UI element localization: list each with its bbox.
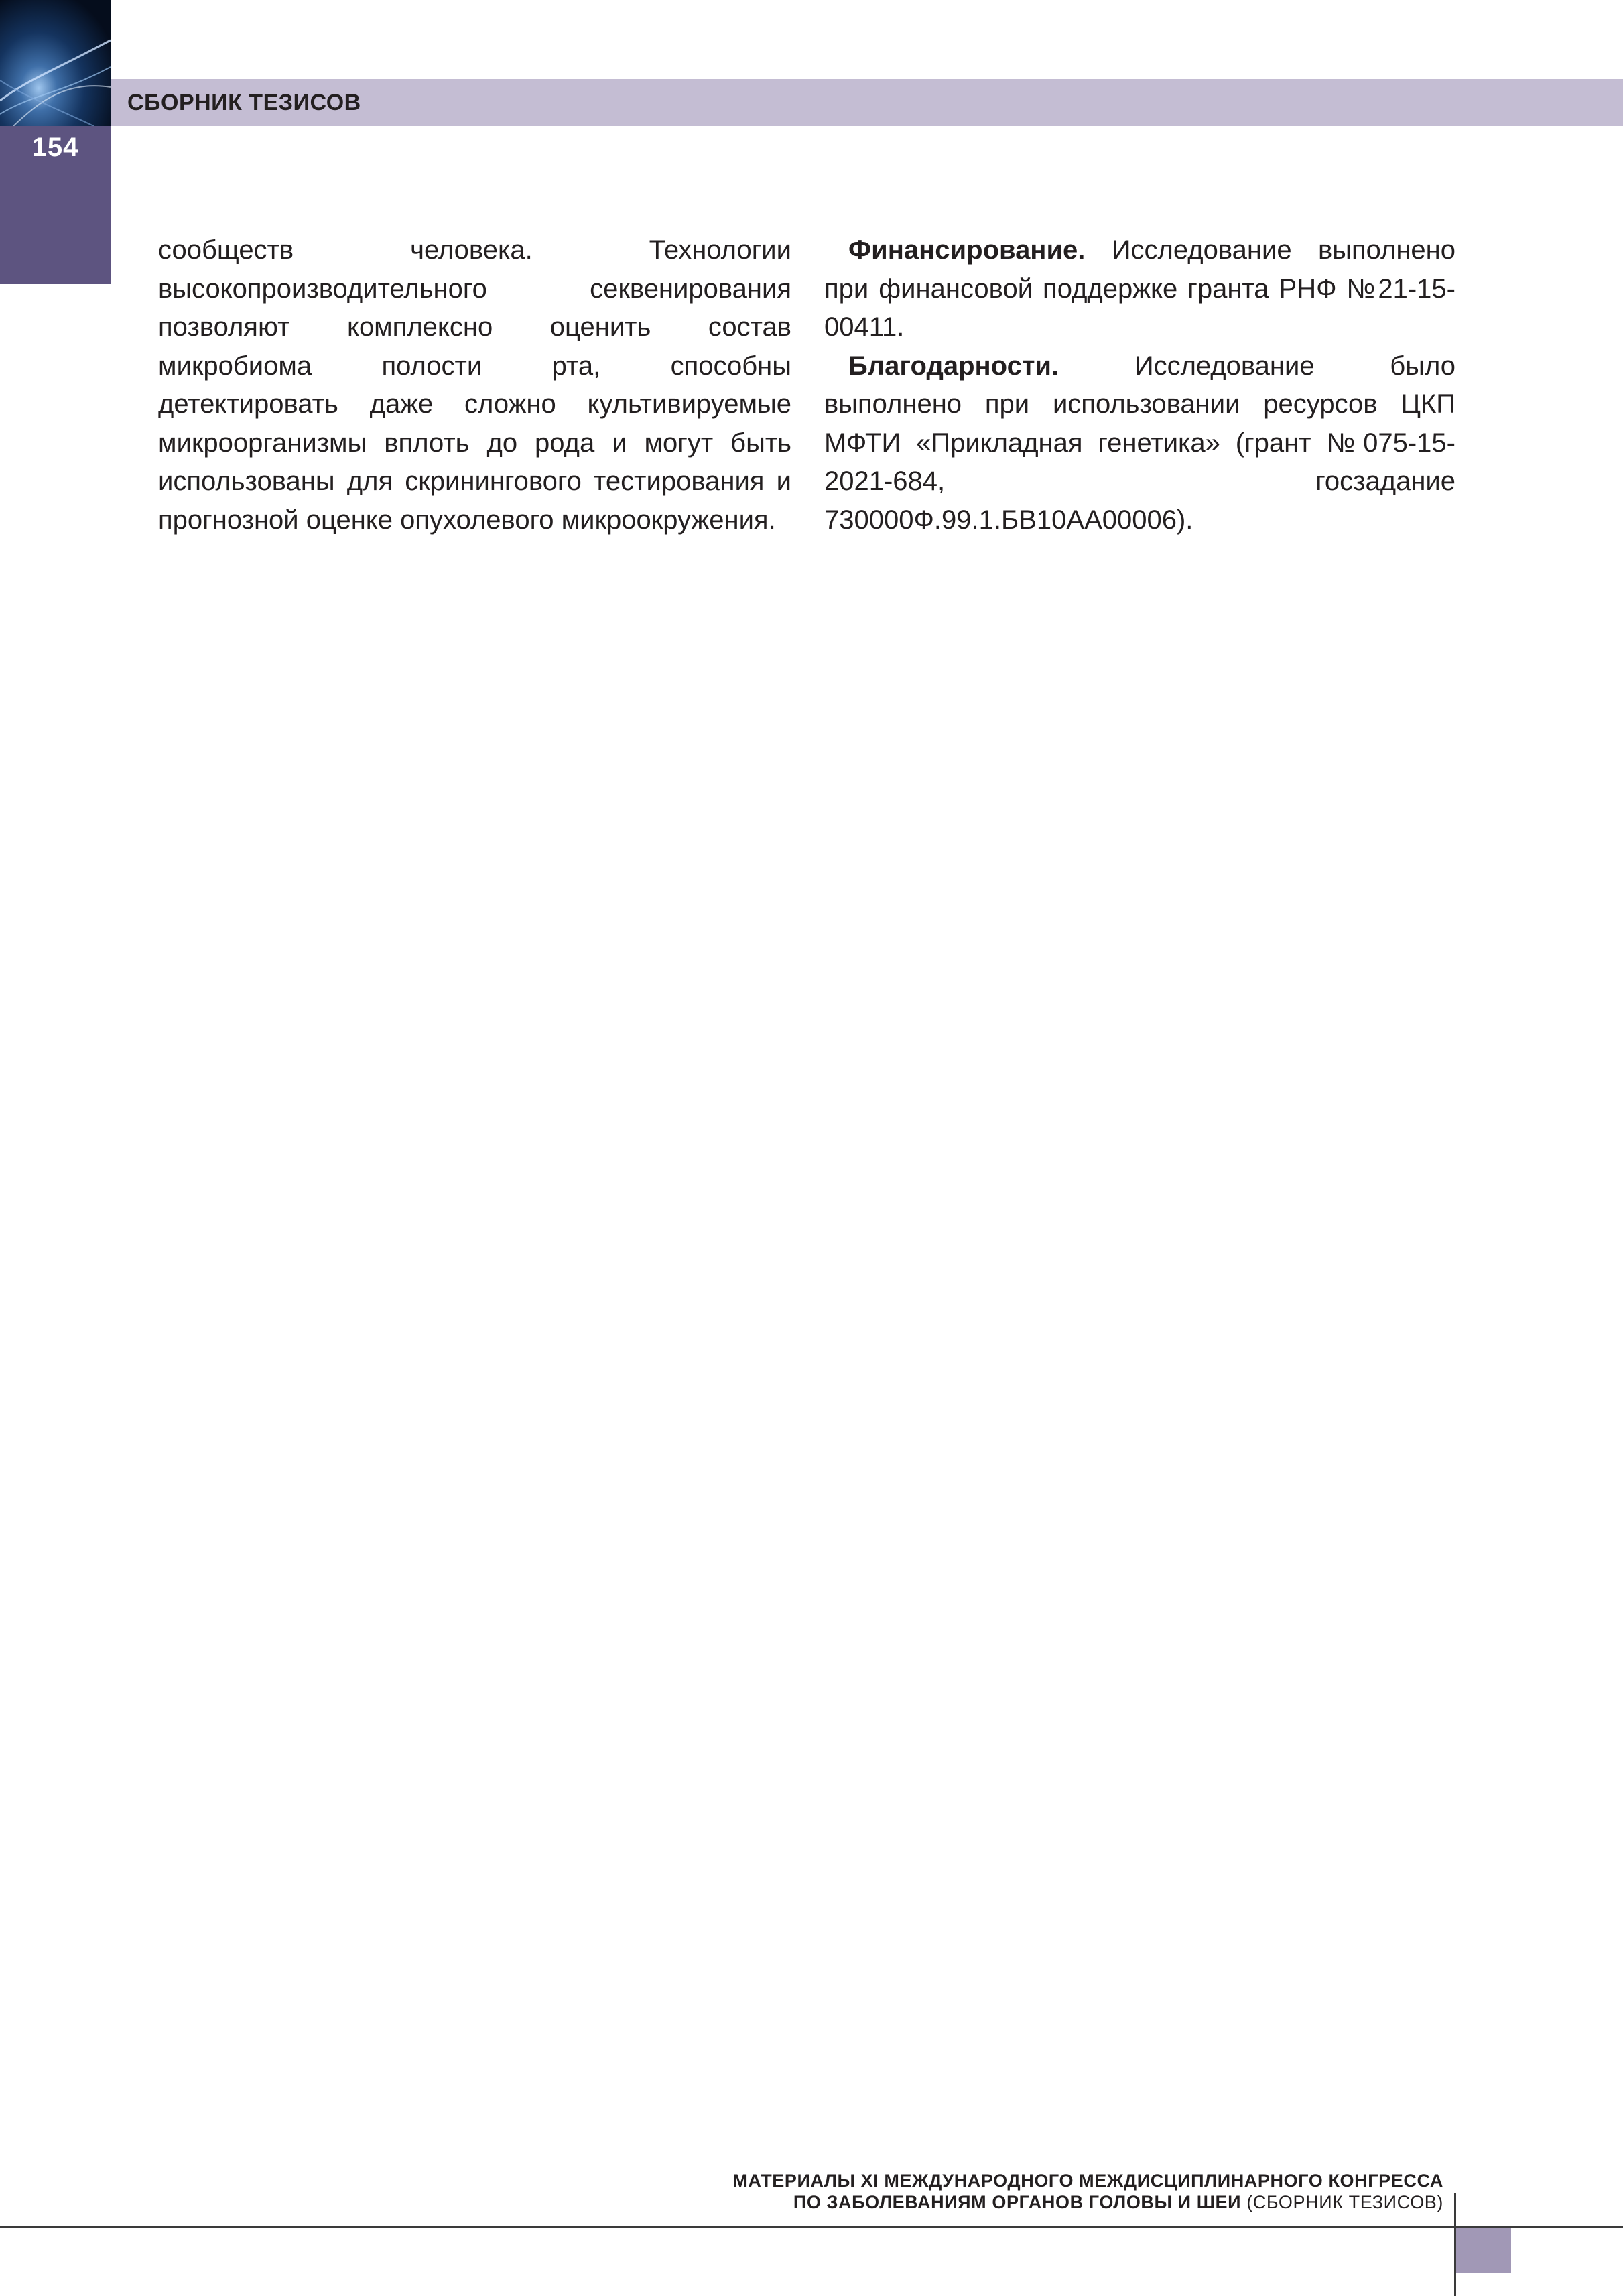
left-column — [158, 231, 791, 539]
acknowledgements-text: Исследование было выполнено при использовании ресурсов ЦКП МФТИ «Прикладная генетика» (грант №075-15-2021-684, госзадание 730000Ф.99.1.БВ10АА00006). — [824, 350, 1455, 535]
corner-decorative-image — [0, 0, 111, 126]
footer-line-2 — [732, 2191, 1443, 2213]
footer-line-2-bold: ПО ЗАБОЛЕВАНИЯМ ОРГАНОВ ГОЛОВЫ И ШЕИ — [793, 2192, 1242, 2212]
footer-square — [1456, 2228, 1511, 2273]
right-column — [824, 231, 1455, 539]
footer-caption — [732, 2170, 1443, 2213]
footer-line-1: МАТЕРИАЛЫ XI МЕЖДУНАРОДНОГО МЕЖДИСЦИПЛИНАРНОГО КОНГРЕССА — [732, 2171, 1443, 2191]
funding-lead: Финансирование. — [848, 235, 1086, 265]
section-title: СБОРНИК ТЕЗИСОВ — [127, 90, 361, 115]
footer-line-2-normal: (СБОРНИК ТЕЗИСОВ) — [1241, 2192, 1443, 2212]
funding-text: Исследование выполнено при финансовой поддержке гранта РНФ №21-15-00411. — [824, 235, 1455, 342]
acknowledgements-paragraph — [824, 347, 1455, 540]
footer-rule — [0, 2226, 1623, 2228]
acknowledgements-lead: Благодарности. — [848, 350, 1059, 381]
page-number: 154 — [31, 133, 79, 162]
left-paragraph: сообществ человека. Технологии высокопроизводительного секвенирования позволяют комплексно оценить состав микробиома полости рта, способны детектировать даже сложно культивируемые микроорганизмы вплоть до рода и могут быть использованы для скринингового тестирования и прогнозной оценке опухолевого микроокружения. — [158, 235, 791, 535]
funding-paragraph — [824, 231, 1455, 347]
